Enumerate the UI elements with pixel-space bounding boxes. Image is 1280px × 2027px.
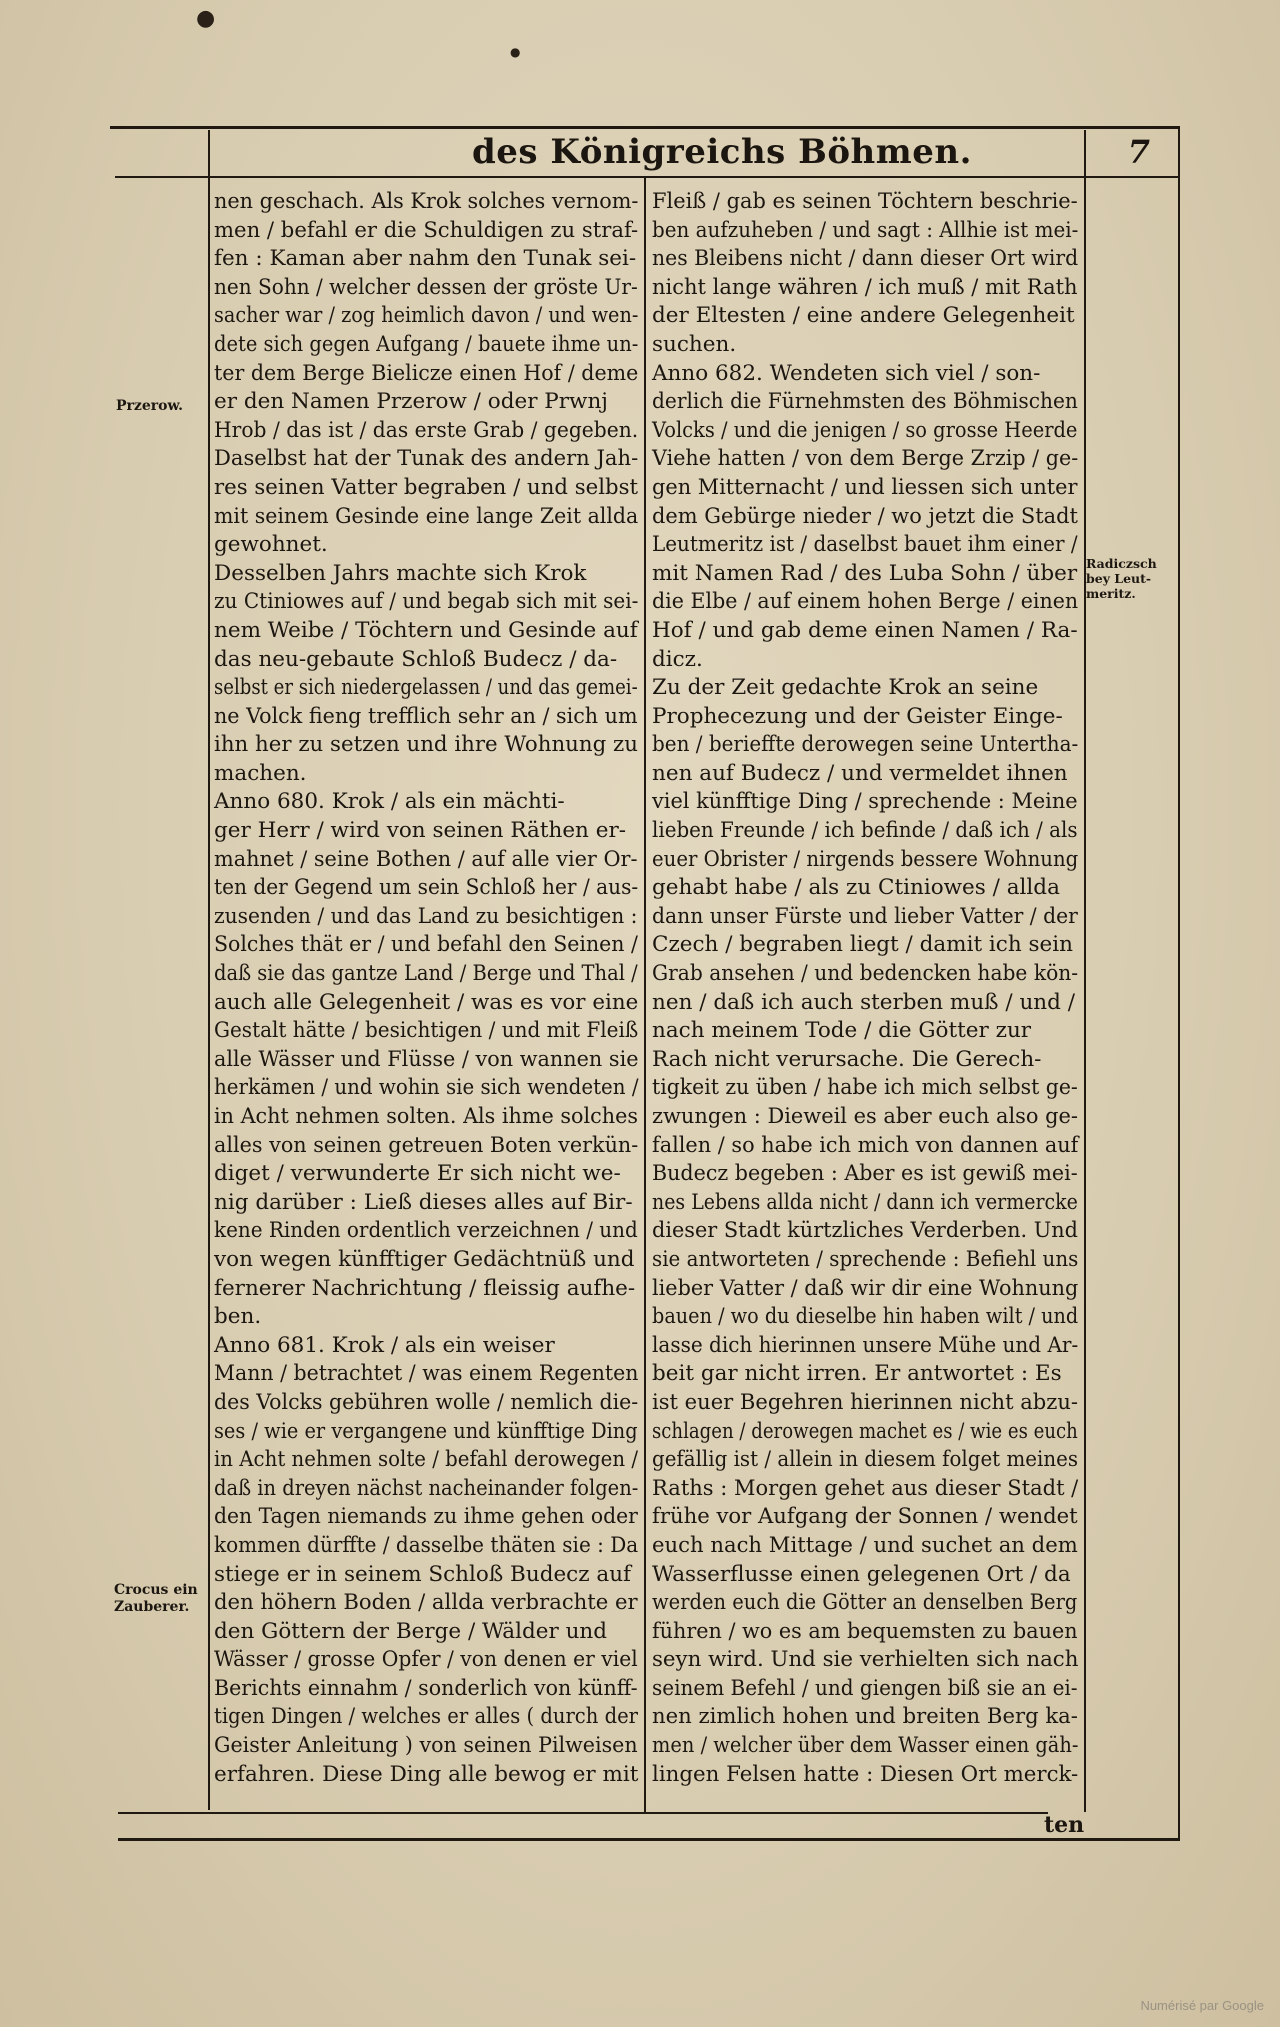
text-line: machen.	[214, 760, 307, 786]
text-line: sacher war / zog heimlich davon / und wen-	[214, 303, 639, 329]
text-line: erfahren. Diese Ding alle bewog er mit	[214, 1761, 639, 1787]
text-line: stiege er in seinem Schloß Budecz auf	[214, 1561, 632, 1587]
text-line: die Elbe / auf einem hohen Berge / einen	[652, 589, 1079, 615]
outer-right-rule	[1178, 126, 1180, 1840]
text-line: von wegen künfftiger Gedächtnüß und	[214, 1246, 635, 1272]
text-line: schlagen / derowegen machet es / wie es euch	[652, 1418, 1078, 1444]
top-rule	[110, 126, 1180, 129]
text-line: ben.	[214, 1304, 262, 1330]
text-line: Viehe hatten / von dem Berge Zrzip / ge-	[652, 446, 1079, 472]
margin-note-line: Crocus ein	[114, 1582, 198, 1598]
text-line: den höhern Boden / allda verbrachte er	[214, 1590, 638, 1616]
text-line: dieser Stadt kürtzliches Verderben. Und	[652, 1218, 1078, 1244]
text-line: bauen / wo du dieselbe hin haben wilt / und	[652, 1304, 1079, 1330]
text-line: Grab ansehen / und bedencken habe kön-	[652, 961, 1079, 987]
text-line: daß sie das gantze Land / Berge und Thal /	[214, 961, 638, 987]
catchword: ten	[1044, 1812, 1085, 1838]
text-line: ger Herr / wird von seinen Räthen er-	[214, 818, 627, 844]
text-line: Daselbst hat der Tunak des andern Jah-	[214, 446, 639, 472]
text-line: nen / daß ich auch sterben muß / und /	[652, 989, 1075, 1015]
text-line: dete sich gegen Aufgang / bauete ihme un-	[214, 331, 639, 357]
text-line: Anno 682. Wendeten sich viel / son-	[652, 360, 1041, 386]
text-line: ist euer Begehren hierinnen nicht abzu-	[652, 1389, 1079, 1415]
bottom-rule	[118, 1812, 1048, 1814]
text-line: mit seinem Gesinde eine lange Zeit allda	[214, 503, 639, 529]
text-line: seinem Befehl / und giengen biß sie an ei-	[652, 1675, 1078, 1701]
right-text-column	[652, 188, 1078, 1789]
text-line: ten der Gegend um sein Schloß her / aus-	[214, 875, 639, 901]
text-line: gewohnet.	[214, 532, 328, 558]
text-line: Fleiß / gab es seinen Töchtern beschrie-	[652, 189, 1078, 214]
header-rule	[115, 176, 1180, 178]
text-line: Gestalt hätte / besichtigen / und mit Fleiß	[214, 1018, 639, 1044]
text-line: Leutmeritz ist / daselbst bauet ihm einer /	[652, 532, 1078, 558]
text-line: gehabt habe / als zu Ctiniowes / allda	[652, 875, 1060, 901]
text-line: des Volcks gebühren wolle / nemlich die-	[214, 1389, 639, 1415]
margin-note-radicz	[1086, 556, 1157, 601]
text-line: Wasserflusse einen gelegenen Ort / da	[652, 1561, 1071, 1587]
text-line: zusenden / und das Land zu besichtigen :	[214, 903, 638, 929]
text-line: viel künfftige Ding / sprechende : Meine	[652, 789, 1078, 815]
text-line: kommen dürffte / dasselbe thäten sie : Da	[214, 1532, 639, 1558]
text-line: Raths : Morgen gehet aus dieser Stadt /	[652, 1475, 1079, 1501]
text-line: dicz.	[652, 646, 703, 672]
text-line: er den Namen Przerow / oder Prwnj	[214, 389, 608, 415]
margin-note-line: Radiczsch	[1086, 556, 1157, 571]
text-line: euer Obrister / nirgends bessere Wohnung	[652, 846, 1079, 872]
text-line: kene Rinden ordentlich verzeichnen / und	[214, 1218, 638, 1244]
text-line: Geister Anleitung ) von seinen Pilweisen	[214, 1733, 638, 1759]
text-line: lasse dich hierinnen unsere Mühe und Ar-	[652, 1332, 1079, 1358]
text-line: gen Mitternacht / und liessen sich unter	[652, 474, 1078, 500]
text-line: zu Ctiniowes auf / und begab sich mit sei-	[214, 589, 639, 615]
text-line: ihn her zu setzen und ihre Wohnung zu	[214, 732, 638, 758]
text-line: nig darüber : Ließ dieses alles auf Bir-	[214, 1189, 633, 1215]
text-line: lieber Vatter / daß wir dir eine Wohnung	[652, 1275, 1079, 1301]
margin-note-line: meritz.	[1086, 586, 1136, 601]
text-line: gefällig ist / allein in diesem folget meines	[652, 1447, 1078, 1473]
text-line: in Acht nehmen solte / befahl derowegen /	[214, 1447, 638, 1473]
text-line: men / welcher über dem Wasser einen gäh-	[652, 1733, 1079, 1759]
margin-note-crocus	[114, 1582, 198, 1616]
text-line: Desselben Jahrs machte sich Krok	[214, 560, 587, 586]
text-line: nen zimlich hohen und breiten Berg ka-	[652, 1704, 1078, 1730]
digitization-watermark: Numérisé par Google	[1140, 1998, 1264, 2013]
text-line: beit gar nicht irren. Er antwortet : Es	[652, 1361, 1062, 1387]
text-line: ter dem Berge Bielicze einen Hof / deme	[214, 360, 639, 386]
text-line: dann unser Fürste und lieber Vatter / der	[652, 903, 1078, 929]
text-line: mit Namen Rad / des Luba Sohn / über	[652, 560, 1078, 586]
text-line: Hof / und gab deme einen Namen / Ra-	[652, 617, 1078, 643]
text-line: nen geschach. Als Krok solches vernom-	[214, 189, 639, 214]
page-header	[430, 132, 1170, 172]
margin-note-line: bey Leut-	[1086, 571, 1152, 586]
left-text-column	[214, 188, 638, 1789]
text-line: herkämen / und wohin sie sich wendeten /	[214, 1075, 639, 1101]
text-line: der Eltesten / eine andere Gelegenheit	[652, 303, 1075, 329]
text-line: ses / wie er vergangene und künfftige Ding	[214, 1418, 638, 1444]
text-line: fernerer Nachrichtung / fleissig aufhe-	[214, 1275, 636, 1301]
text-line: lingen Felsen hatte : Diesen Ort merck-	[652, 1761, 1079, 1787]
text-line: ben / berieffte derowegen seine Untertha-	[652, 732, 1079, 758]
text-line: Prophecezung und der Geister Einge-	[652, 703, 1063, 729]
page-number: 7	[1127, 133, 1150, 171]
right-column-rule	[1084, 130, 1086, 1812]
text-line: zwungen : Dieweil es aber euch also ge-	[652, 1104, 1078, 1129]
text-line: Anno 680. Krok / als ein mächti-	[214, 789, 565, 815]
text-line: führen / wo es am bequemsten zu bauen	[652, 1618, 1078, 1644]
running-title: des Königreichs Böhmen.	[472, 132, 972, 172]
text-line: nem Weibe / Töchtern und Gesinde auf	[214, 617, 638, 643]
text-line: selbst er sich niedergelassen / und das gemei-	[214, 675, 638, 701]
margin-note-przerow: Przerow.	[116, 398, 183, 414]
text-line: ben aufzuheben / und sagt : Allhie ist mei-	[652, 217, 1079, 243]
text-line: Volcks / und die jenigen / so grosse Heerde	[652, 417, 1078, 443]
text-line: mahnet / seine Bothen / auf alle vier Or-	[214, 846, 638, 872]
text-line: Solches thät er / und befahl den Seinen /	[214, 932, 638, 958]
text-line: Czech / begraben liegt / damit ich sein	[652, 932, 1074, 958]
text-line: dem Gebürge nieder / wo jetzt die Stadt	[652, 503, 1078, 529]
text-line: den Göttern der Berge / Wälder und	[214, 1618, 608, 1644]
text-line: lieben Freunde / ich befinde / daß ich / als	[652, 818, 1078, 844]
text-line: Wässer / grosse Opfer / von denen er viel	[214, 1647, 638, 1673]
text-line: Budecz begeben : Aber es ist gewiß mei-	[652, 1161, 1078, 1187]
text-line: Berichts einnahm / sonderlich von künff-	[214, 1675, 638, 1701]
text-line: diget / verwunderte Er sich nicht we-	[214, 1161, 621, 1187]
text-line: tigkeit zu üben / habe ich mich selbst ge-	[652, 1075, 1078, 1101]
ink-speck: ●	[196, 6, 216, 31]
text-line: nicht lange währen / ich muß / mit Rath	[652, 274, 1078, 300]
text-line: das neu-gebaute Schloß Budecz / da-	[214, 646, 618, 672]
text-line: Rach nicht verursache. Die Gerech-	[652, 1046, 1042, 1072]
text-line: fen : Kaman aber nahm den Tunak sei-	[214, 246, 637, 272]
text-line: Hrob / das ist / das erste Grab / gegeben.	[214, 417, 639, 443]
text-line: daß in dreyen nächst nacheinander folgen-	[214, 1475, 639, 1501]
text-line: euch nach Mittage / und suchet an dem	[652, 1532, 1078, 1558]
text-line: Mann / betrachtet / was einem Regenten	[214, 1361, 639, 1387]
footer-rule	[118, 1838, 1180, 1841]
text-line: suchen.	[652, 331, 737, 357]
text-line: alles von seinen getreuen Boten verkün-	[214, 1132, 639, 1158]
text-line: derlich die Fürnehmsten des Böhmischen	[652, 389, 1078, 415]
text-line: alle Wässer und Flüsse / von wannen sie	[214, 1046, 639, 1072]
text-line: nen auf Budecz / und vermeldet ihnen	[652, 760, 1068, 786]
text-line: Zu der Zeit gedachte Krok an seine	[652, 675, 1039, 701]
text-line: ne Volck fieng trefflich sehr an / sich um	[214, 703, 638, 729]
text-line: tigen Dingen / welches er alles ( durch der	[214, 1704, 639, 1730]
center-column-rule	[644, 178, 646, 1812]
text-line: sie antworteten / sprechende : Befiehl uns	[652, 1246, 1079, 1272]
text-line: werden euch die Götter an denselben Berg	[652, 1590, 1078, 1616]
text-line: in Acht nehmen solten. Als ihme solches	[214, 1104, 638, 1129]
text-line: nach meinem Tode / die Götter zur	[652, 1018, 1032, 1044]
text-line: fallen / so habe ich mich von dannen auf	[652, 1132, 1079, 1158]
text-line: nen Sohn / welcher dessen der gröste Ur-	[214, 274, 638, 300]
ink-speck: ●	[510, 45, 521, 59]
text-line: nes Bleibens nicht / dann dieser Ort wird	[652, 246, 1079, 272]
left-column-rule	[208, 130, 210, 1810]
text-line: den Tagen niemands zu ihme gehen oder	[214, 1504, 638, 1530]
text-line: Anno 681. Krok / als ein weiser	[214, 1332, 555, 1358]
text-line: auch alle Gelegenheit / was es vor eine	[214, 989, 639, 1015]
text-line: seyn wird. Und sie verhielten sich nach	[652, 1647, 1079, 1673]
text-line: frühe vor Aufgang der Sonnen / wendet	[652, 1504, 1078, 1530]
margin-note-line: Zauberer.	[114, 1599, 190, 1615]
text-line: res seinen Vatter begraben / und selbst	[214, 474, 639, 500]
text-line: nes Lebens allda nicht / dann ich vermercke	[652, 1189, 1078, 1215]
text-line: men / befahl er die Schuldigen zu straf-	[214, 217, 639, 243]
